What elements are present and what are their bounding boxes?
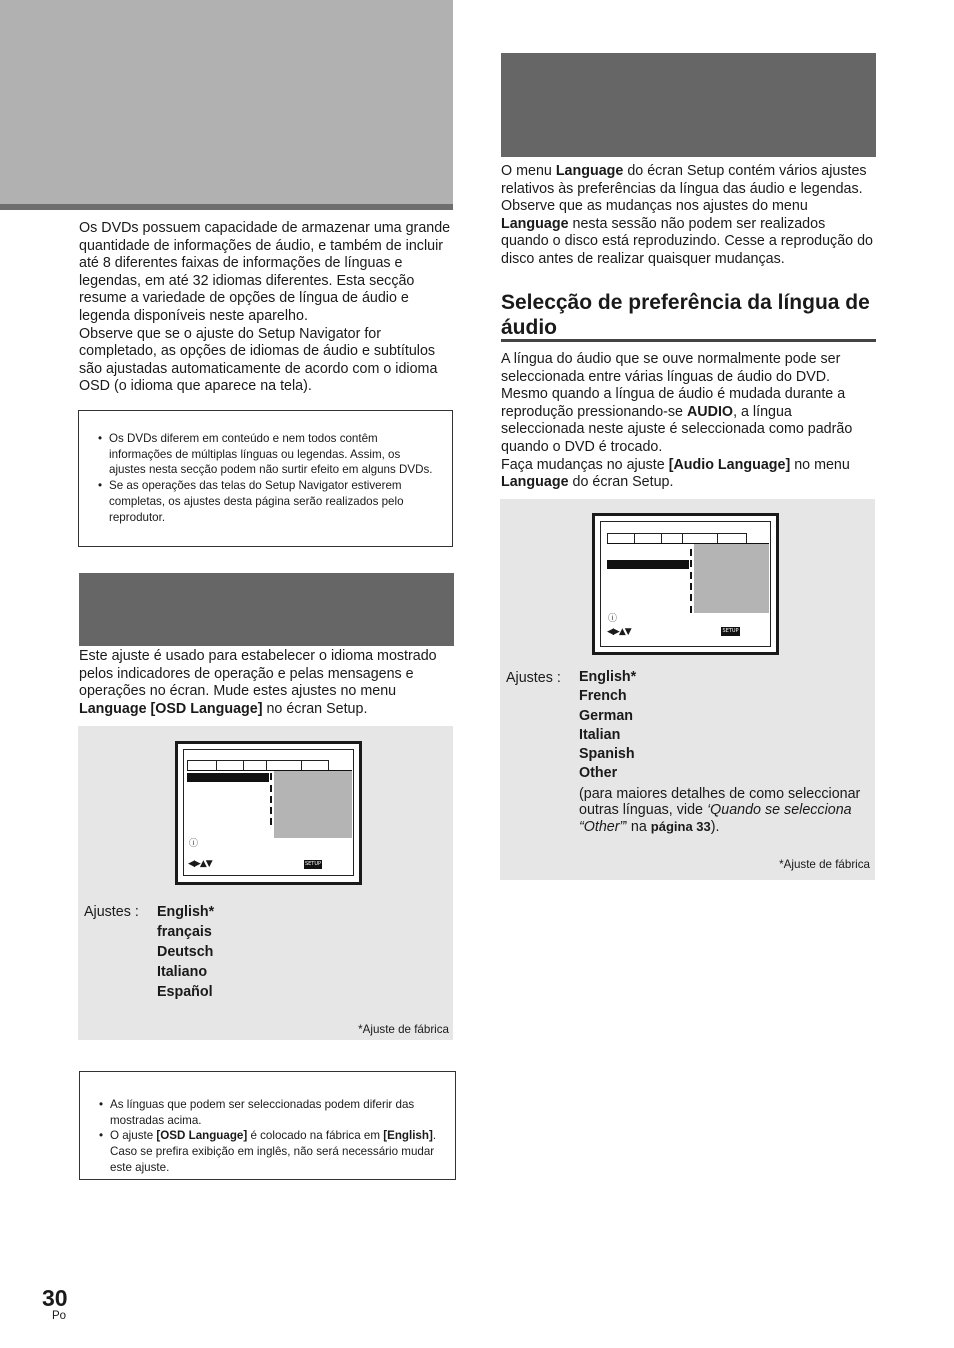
setup-badge: SETUP	[304, 861, 322, 867]
osd-row-tick	[270, 785, 272, 792]
audio-tab	[634, 533, 662, 543]
audio-settings-panel	[500, 499, 875, 880]
osd-settings-label: Ajustes :	[84, 904, 139, 920]
audio-row-tick	[690, 606, 692, 613]
note-2-bold: [English]	[383, 1129, 433, 1143]
osd-option: français	[157, 924, 212, 940]
audio-selected-row	[607, 560, 689, 569]
audio-options-area	[694, 544, 769, 613]
osd-options-list	[157, 902, 214, 1002]
osd-section-bar	[79, 573, 454, 646]
audio-desc-p1: A língua do áudio que se ouve normalmente pode ser seleccionada entre várias línguas de áudio do DVD. Mesmo quando a língua de áudio é mudada durante a reprodução pressionando-se AUDIO, a língua seleccionada neste ajuste é seleccionada como padrão quando o DVD é trocado.	[501, 351, 853, 455]
osd-text-b: Language [OSD Language]	[79, 700, 263, 717]
osd-screen-illustration	[175, 741, 362, 885]
info-icon: ⓘ	[189, 839, 199, 849]
osd-selected-row	[187, 773, 269, 782]
audio-settings-label: Ajustes :	[506, 670, 561, 686]
info-icon: ⓘ	[608, 614, 618, 624]
audio-row-tick	[690, 560, 692, 567]
osd-option: Italiano	[157, 964, 208, 980]
note-2-text: . Caso se prefira exibição em inglês, não será necessário mudar este ajuste.	[110, 1129, 437, 1174]
intro-text	[79, 220, 454, 396]
osd-option: Español	[157, 984, 213, 1000]
osd-settings-panel	[78, 726, 453, 1040]
osd-row-tick	[270, 796, 272, 803]
note-box-1	[78, 410, 453, 547]
audio-option: Other	[579, 765, 618, 782]
audio-options-list	[579, 668, 869, 836]
language-intro-p2: Observe que as mudanças nos ajustes do menu Language nesta sessão não podem ser realizados quando o disco está reproduzindo. Cesse a reprodução do disco antes de realizar quaisquer mudanças.	[501, 198, 873, 267]
note-2-bold: [OSD Language]	[156, 1129, 248, 1143]
osd-tab	[187, 760, 217, 770]
osd-text-a: Este ajuste é usado para estabelecer o idioma mostrado pelos indicadores de operação e pelas mensagens e operações no écran. Mude estes ajustes no menu	[79, 648, 437, 700]
audio-heading-rule	[501, 339, 876, 342]
audio-option: German	[579, 707, 634, 724]
note-2-text: é colocado na fábrica em	[247, 1129, 384, 1143]
note-1-item: • Os DVDs diferem em conteúdo e nem todos contêm informações de múltiplas línguas ou legendas. Assim, os ajustes nesta secção podem não surtir efeito em alguns DVDs.	[109, 431, 438, 478]
audio-screen-illustration	[592, 513, 779, 655]
note-2-item	[110, 1128, 443, 1175]
osd-option: Deutsch	[157, 944, 214, 960]
note-2-item: • As línguas que podem ser seleccionadas podem diferir das mostradas acima.	[110, 1097, 443, 1128]
osd-tab	[266, 760, 302, 770]
audio-tab	[661, 533, 683, 543]
osd-description	[79, 648, 454, 718]
audio-tab	[717, 533, 747, 543]
audio-screen-inner	[600, 521, 771, 647]
audio-option: English*	[579, 669, 637, 685]
note-box-2	[79, 1071, 456, 1180]
arrow-keys-icon: ◀▶▲▼	[188, 859, 212, 869]
audio-other-detail: (para maiores detalhes de como seleccionar outras línguas, vide ‘Quando se selecciona “Other”’ na página 33).	[579, 785, 861, 835]
osd-row-tick	[270, 818, 272, 825]
audio-row-tick	[690, 594, 692, 601]
osd-row-tick	[270, 807, 272, 814]
language-section-bar	[501, 53, 876, 157]
audio-description	[501, 351, 876, 492]
audio-option: Spanish	[579, 746, 635, 763]
osd-tab	[216, 760, 244, 770]
note-2-list	[90, 1097, 443, 1176]
osd-row-tick	[270, 773, 272, 780]
header-underline	[0, 204, 453, 210]
osd-tab	[243, 760, 267, 770]
note-1-list	[89, 431, 438, 525]
audio-language-heading: Selecção de preferência da língua de áudio	[501, 291, 870, 339]
language-intro-p1: O menu Language do écran Setup contém vários ajustes relativos às preferências da língua das áudio e legendas.	[501, 163, 867, 197]
osd-options-area	[274, 771, 352, 838]
audio-tab	[607, 533, 635, 543]
audio-desc-p2: Faça mudanças no ajuste [Audio Language] no menu Language do écran Setup.	[501, 456, 850, 491]
page-number: 30	[42, 1285, 68, 1311]
note-1-item: • Se as operações das telas do Setup Navigator estiverem completas, os ajustes desta página serão realizados pelo reprodutor.	[109, 478, 438, 525]
audio-row-tick	[690, 549, 692, 556]
header-gray-block	[0, 0, 453, 204]
audio-row-tick	[690, 572, 692, 579]
setup-badge: SETUP	[722, 628, 739, 634]
arrow-keys-icon: ◀▶▲▼	[607, 627, 631, 637]
language-code: Po	[52, 1310, 67, 1322]
intro-paragraph-2: Observe que se o ajuste do Setup Navigator for completado, as opções de idiomas de áudio e subtítulos são ajustadas automaticamente de acordo com o idioma OSD (o idioma que aparece na tela).	[79, 325, 438, 395]
intro-paragraph-1: Os DVDs possuem capacidade de armazenar uma grande quantidade de informações de áudio, e também de incluir até 8 diferentes faixas de informações de línguas e legendas, em até 32 idiomas diferentes. Esta secção resume a variedade de opções de língua de áudio e legenda disponíveis neste aparelho.	[79, 220, 451, 324]
audio-tab	[682, 533, 718, 543]
osd-tab	[301, 760, 329, 770]
audio-option: French	[579, 688, 627, 705]
osd-text-c: no écran Setup.	[262, 700, 368, 717]
note-2-text: O ajuste	[110, 1129, 157, 1143]
audio-row-tick	[690, 583, 692, 590]
language-menu-intro	[501, 163, 876, 269]
osd-screen-inner	[183, 749, 354, 876]
audio-factory-note: *Ajuste de fábrica	[779, 858, 870, 871]
osd-option: English*	[157, 904, 215, 920]
osd-factory-note: *Ajuste de fábrica	[358, 1023, 449, 1036]
audio-option: Italian	[579, 726, 621, 743]
